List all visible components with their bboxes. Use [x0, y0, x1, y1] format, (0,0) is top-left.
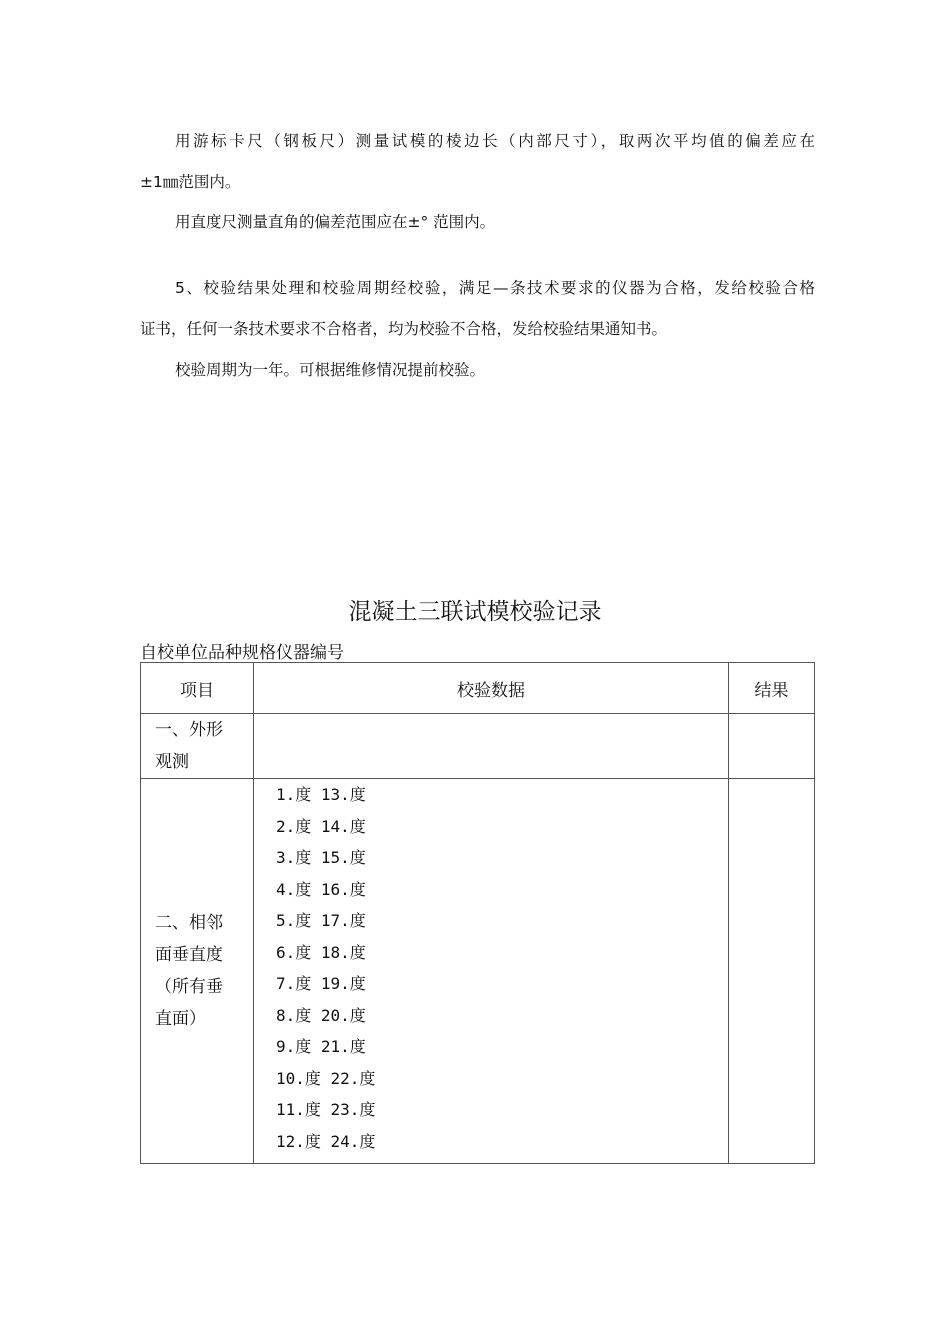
- data-line: 4.度 16.度: [276, 879, 366, 899]
- data-line: 6.度 18.度: [276, 942, 366, 962]
- data-perpendicularity: [254, 779, 729, 1164]
- data-line: 11.度 23.度: [276, 1100, 376, 1119]
- table-row: [141, 714, 815, 779]
- result-perpendicularity: [729, 779, 815, 1164]
- data-line: 7.度 19.度: [276, 974, 366, 993]
- item-perp-line2: 面垂直度: [155, 945, 223, 965]
- data-line: 5.度 17.度: [276, 911, 366, 930]
- paragraph-caliper-line2: ±1㎜范围内。: [140, 173, 241, 191]
- record-subline: 自校单位品种规格仪器编号: [140, 643, 344, 663]
- data-line: 10.度 22.度: [276, 1068, 376, 1088]
- result-appearance: [729, 714, 815, 779]
- data-line: 8.度 20.度: [276, 1005, 366, 1025]
- item-perp-line1: 二、相邻: [155, 913, 223, 933]
- item-perp-line4: 直面）: [155, 1009, 206, 1029]
- item-perp-line3: （所有垂: [155, 977, 223, 997]
- table-row: [141, 779, 815, 1164]
- header-data: 校验数据: [254, 663, 729, 714]
- record-table: [140, 662, 815, 1164]
- item-appearance: [141, 714, 254, 779]
- item-appearance-line1: 一、外形: [155, 720, 223, 740]
- table-header-row: [141, 663, 815, 714]
- item-appearance-line2: 观测: [155, 752, 189, 772]
- data-line: 2.度 14.度: [276, 816, 366, 836]
- header-result: 结果: [729, 663, 815, 714]
- data-line: 1.度 13.度: [276, 785, 366, 804]
- paragraph-result-line1: 5、校验结果处理和校验周期经校验，满足—条技术要求的仪器为合格，发给校验合格: [175, 279, 815, 297]
- data-appearance: [254, 714, 729, 779]
- paragraph-caliper-line1: 用游标卡尺（钢板尺）测量试模的棱边长（内部尺寸），取两次平均值的偏差应在: [175, 132, 815, 150]
- data-line: 9.度 21.度: [276, 1037, 366, 1056]
- item-perpendicularity: [141, 779, 254, 1164]
- header-item: 项目: [141, 663, 254, 714]
- data-line: 3.度 15.度: [276, 848, 366, 867]
- record-title: 混凝土三联试模校验记录: [348, 599, 602, 625]
- paragraph-period: 校验周期为一年。可根据维修情况提前校验。: [175, 361, 486, 379]
- data-line: 12.度 24.度: [276, 1131, 376, 1151]
- paragraph-result-line2: 证书，任何一条技术要求不合格者，均为校验不合格，发给校验结果通知书。: [140, 320, 668, 338]
- paragraph-right-angle: 用直度尺测量直角的偏差范围应在±° 范围内。: [175, 213, 496, 231]
